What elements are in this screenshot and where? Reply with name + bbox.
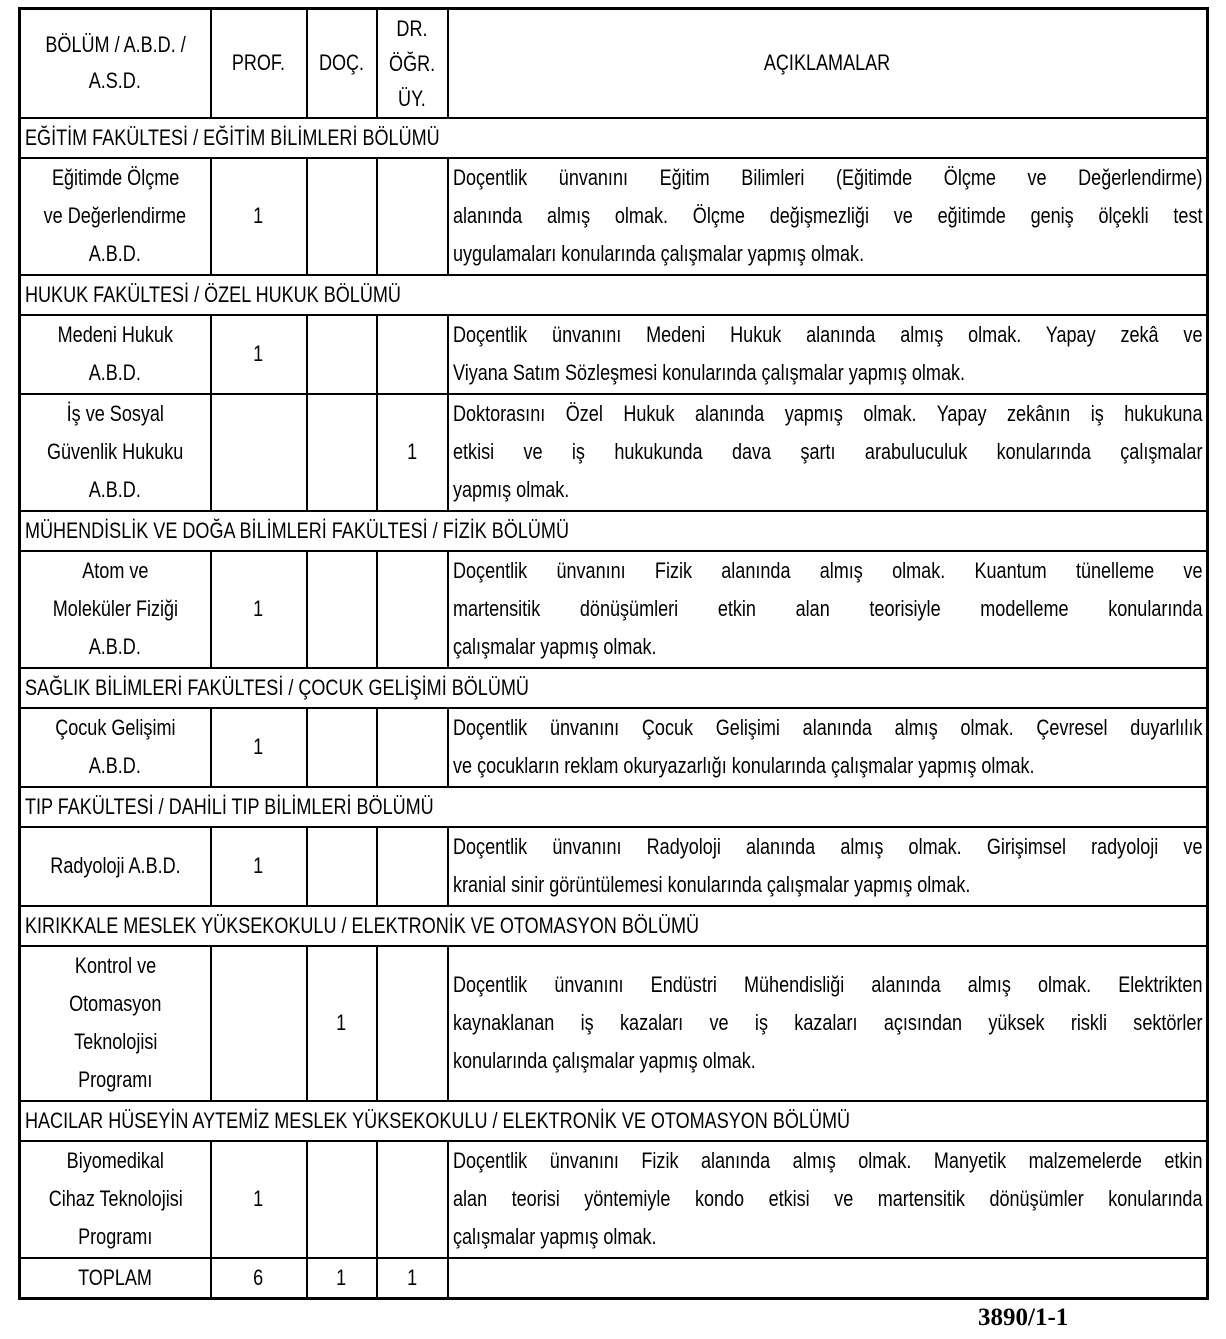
prof-count (211, 394, 307, 511)
description (448, 315, 1208, 394)
doc-count (307, 158, 377, 275)
description (448, 158, 1208, 275)
department-name-line: A.B.D. (89, 360, 142, 385)
table-row (20, 158, 1208, 275)
header-row (20, 9, 1208, 118)
department-name-line: A.B.D. (89, 634, 142, 659)
description-line: Doçentlik ünvanını Eğitim Bilimleri (Eğitimde Ölçme ve Değerlendirme) (452, 165, 1202, 190)
header-text: ÜY. (398, 85, 426, 111)
prof-count (211, 1141, 307, 1258)
section-row (20, 118, 1208, 158)
dr-count (377, 551, 448, 668)
doc-count (307, 315, 377, 394)
doc-count (307, 551, 377, 668)
description (448, 551, 1208, 668)
description (448, 708, 1208, 787)
total-doc (307, 1258, 377, 1299)
description-line: Doçentlik ünvanını Radyoloji alanında almış olmak. Girişimsel radyoloji ve (452, 834, 1202, 859)
total-row (20, 1258, 1208, 1299)
section-title-text: EĞİTİM FAKÜLTESİ / EĞİTİM BİLİMLERİ BÖLÜMÜ (25, 124, 440, 150)
section-title-text: SAĞLIK BİLİMLERİ FAKÜLTESİ / ÇOCUK GELİŞİMİ BÖLÜMÜ (25, 674, 529, 700)
doc-count-text: 1 (336, 1010, 347, 1035)
dr-count (377, 394, 448, 511)
table-row (20, 708, 1208, 787)
positions-table (18, 7, 1209, 1300)
doc-count (307, 1141, 377, 1258)
department-name (20, 1141, 211, 1258)
table-row (20, 394, 1208, 511)
department-name-line: Programı (78, 1067, 153, 1092)
section-title (20, 118, 1208, 158)
total-prof-text: 6 (253, 1264, 264, 1290)
prof-count-text: 1 (253, 203, 264, 228)
prof-count-text: 1 (253, 596, 264, 621)
section-title-text: MÜHENDİSLİK VE DOĞA BİLİMLERİ FAKÜLTESİ / FİZİK BÖLÜMÜ (25, 517, 569, 543)
description-line: kranial sinir görüntülemesi konularında çalışmalar yapmış olmak. (452, 872, 970, 897)
description-line: Doçentlik ünvanını Fizik alanında almış olmak. Kuantum tünelleme ve (452, 558, 1202, 583)
department-name-line: Eğitimde Ölçme (51, 165, 179, 190)
dr-count (377, 708, 448, 787)
department-name-line: Moleküler Fiziği (52, 596, 178, 621)
description (448, 827, 1208, 906)
section-title-text: KIRIKKALE MESLEK YÜKSEKOKULU / ELEKTRONİK VE OTOMASYON BÖLÜMÜ (25, 912, 700, 938)
description-line: martensitik dönüşümleri etkin alan teorisiyle modelleme konularında (452, 596, 1202, 621)
description-line: Viyana Satım Sözleşmesi konularında çalışmalar yapmış olmak. (452, 360, 965, 385)
total-description (448, 1258, 1208, 1299)
description-line: Doçentlik ünvanını Çocuk Gelişimi alanında almış olmak. Çevresel duyarlılık (452, 715, 1202, 740)
prof-count-text: 1 (253, 1186, 264, 1211)
total-prof (211, 1258, 307, 1299)
department-name-line: Atom ve (82, 558, 149, 583)
department-name-line: Programı (78, 1224, 153, 1249)
dr-count (377, 315, 448, 394)
department-name-line: Teknolojisi (73, 1029, 157, 1054)
section-row (20, 668, 1208, 708)
doc-count (307, 827, 377, 906)
department-name-line: A.B.D. (89, 753, 142, 778)
description (448, 394, 1208, 511)
header-text: BÖLÜM / A.B.D. / (45, 32, 186, 58)
department-name-line: A.B.D. (89, 477, 142, 502)
section-title (20, 511, 1208, 551)
department-name-line: Otomasyon (69, 991, 162, 1016)
description-line: etkisi ve iş hukukunda dava şartı arabuluculuk konularında çalışmalar (452, 439, 1202, 464)
department-name-line: Medeni Hukuk (57, 322, 173, 347)
header-text: A.S.D. (89, 68, 142, 94)
dr-count-text: 1 (406, 439, 418, 464)
total-dr (377, 1258, 448, 1299)
description-line: uygulamaları konularında çalışmalar yapmış olmak. (452, 241, 864, 266)
prof-count-text: 1 (253, 341, 264, 366)
doc-count (307, 394, 377, 511)
total-label (20, 1258, 211, 1299)
header-text: PROF. (231, 50, 286, 76)
department-name-line: Cihaz Teknolojisi (48, 1186, 183, 1211)
total-dr-text: 1 (406, 1264, 418, 1290)
prof-count (211, 708, 307, 787)
table-row (20, 551, 1208, 668)
section-title (20, 275, 1208, 315)
department-name-line: Biyomedikal (66, 1148, 164, 1173)
description-line: Doçentlik ünvanını Endüstri Mühendisliği alanında almış olmak. Elektrikten (452, 972, 1202, 997)
department-name (20, 158, 211, 275)
department-name-line: İş ve Sosyal (66, 401, 164, 426)
description-line: çalışmalar yapmış olmak. (452, 1224, 657, 1249)
prof-count (211, 551, 307, 668)
department-name-line: A.B.D. (89, 241, 142, 266)
section-title-text: HACILAR HÜSEYİN AYTEMİZ MESLEK YÜKSEKOKULU / ELEKTRONİK VE OTOMASYON BÖLÜMÜ (25, 1107, 851, 1133)
department-name-line: Kontrol ve (74, 953, 156, 978)
doc-count (307, 946, 377, 1101)
dr-count (377, 946, 448, 1101)
header-dr (377, 9, 448, 118)
department-name-line: Radyoloji A.B.D. (50, 853, 181, 878)
header-text: AÇIKLAMALAR (764, 50, 891, 76)
prof-count (211, 315, 307, 394)
dr-count (377, 158, 448, 275)
department-name-line: Çocuk Gelişimi (55, 715, 176, 740)
department-name (20, 708, 211, 787)
department-name (20, 315, 211, 394)
table-row (20, 315, 1208, 394)
description-line: Doçentlik ünvanını Medeni Hukuk alanında almış olmak. Yapay zekâ ve (452, 322, 1202, 347)
section-title (20, 668, 1208, 708)
dr-count (377, 827, 448, 906)
description-line: Doçentlik ünvanını Fizik alanında almış olmak. Manyetik malzemelerde etkin (452, 1148, 1202, 1173)
section-row (20, 787, 1208, 827)
department-name (20, 394, 211, 511)
description (448, 946, 1208, 1101)
description (448, 1141, 1208, 1258)
department-name-line: ve Değerlendirme (44, 203, 187, 228)
header-department (20, 9, 211, 118)
header-text: DR. (396, 15, 428, 41)
header-text: ÖĞR. (388, 50, 436, 76)
table-row (20, 946, 1208, 1101)
section-row (20, 906, 1208, 946)
prof-count-text: 1 (253, 734, 264, 759)
header-text: DOÇ. (318, 50, 365, 76)
description-line: konularında çalışmalar yapmış olmak. (452, 1048, 756, 1073)
doc-count (307, 708, 377, 787)
table-row (20, 827, 1208, 906)
description-line: alanında almış olmak. Ölçme değişmezliği ve eğitimde geniş ölçekli test (452, 203, 1202, 228)
prof-count (211, 158, 307, 275)
total-label-text: TOPLAM (78, 1264, 153, 1290)
prof-count (211, 946, 307, 1101)
description-line: kaynaklanan iş kazaları ve iş kazaları açısından yüksek riskli sektörler (452, 1010, 1202, 1035)
section-row (20, 275, 1208, 315)
section-title-text: TIP FAKÜLTESİ / DAHİLİ TIP BİLİMLERİ BÖLÜMÜ (25, 793, 434, 819)
section-title (20, 787, 1208, 827)
header-prof (211, 9, 307, 118)
description-line: Doktorasını Özel Hukuk alanında yapmış olmak. Yapay zekânın iş hukukuna (452, 401, 1202, 426)
department-name (20, 551, 211, 668)
section-title (20, 1101, 1208, 1141)
section-row (20, 1101, 1208, 1141)
section-row (20, 511, 1208, 551)
description-line: çalışmalar yapmış olmak. (452, 634, 657, 659)
document-number: 3890/1-1 (978, 1304, 1069, 1331)
section-title-text: HUKUK FAKÜLTESİ / ÖZEL HUKUK BÖLÜMÜ (25, 281, 401, 307)
description-line: ve çocukların reklam okuryazarlığı konularında çalışmalar yapmış olmak. (452, 753, 1035, 778)
description-line: yapmış olmak. (452, 477, 569, 502)
header-doc (307, 9, 377, 118)
prof-count (211, 827, 307, 906)
header-description (448, 9, 1208, 118)
department-name (20, 946, 211, 1101)
dr-count (377, 1141, 448, 1258)
prof-count-text: 1 (253, 853, 264, 878)
description-line: alan teorisi yöntemiyle kondo etkisi ve martensitik dönüşümler konularında (452, 1186, 1202, 1211)
table-row (20, 1141, 1208, 1258)
department-name (20, 827, 211, 906)
department-name-line: Güvenlik Hukuku (47, 439, 184, 464)
total-doc-text: 1 (336, 1264, 347, 1290)
section-title (20, 906, 1208, 946)
